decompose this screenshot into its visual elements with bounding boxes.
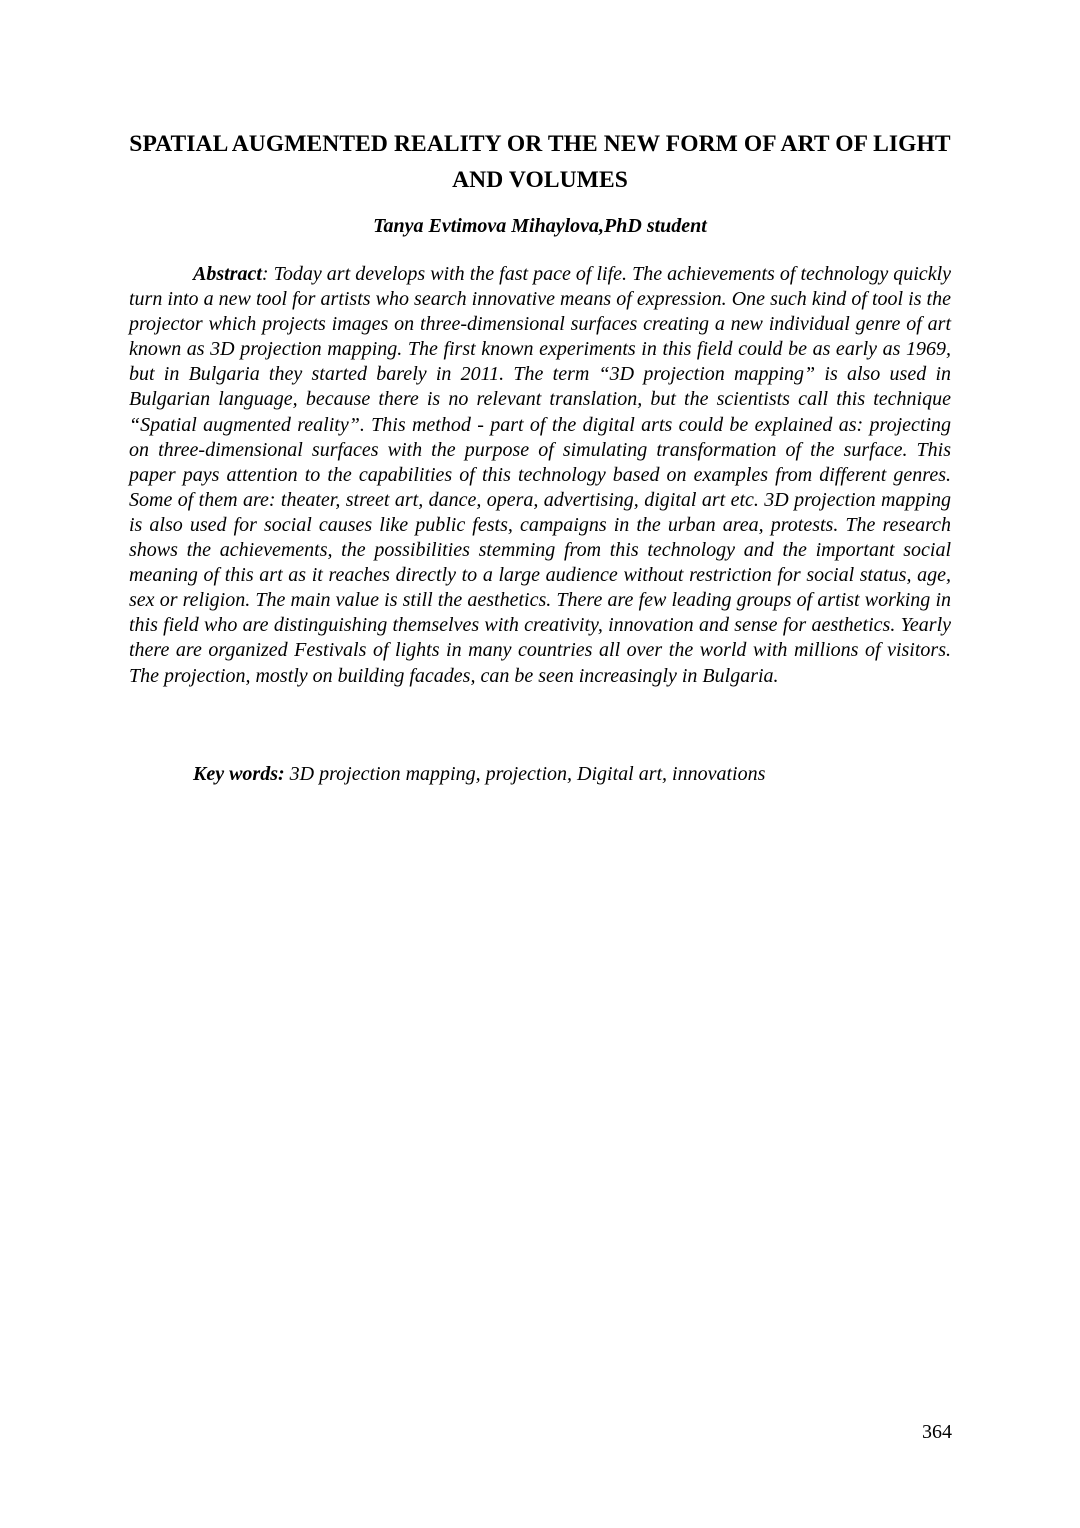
author-line: Tanya Evtimova Mihaylova,PhD student — [373, 215, 707, 237]
keywords-label: Key words: — [193, 763, 285, 785]
keywords-text: 3D projection mapping, projection, Digital art, innovations — [284, 763, 766, 785]
keywords-paragraph — [129, 761, 951, 787]
page-number: 364 — [922, 1421, 952, 1443]
paper-title: SPATIAL AUGMENTED REALITY OR THE NEW FORM OF ART OF LIGHT AND VOLUMES — [129, 131, 951, 193]
abstract-label: Abstract — [193, 263, 262, 285]
abstract-paragraph — [129, 262, 951, 689]
abstract-text: : Today art develops with the fast pace of life. The achievements of technology quickly turn into a new tool for artists who search innovative means of expression. One such kind of tool is the projector which projects images on three-dimensional surfaces creating a new individual genre of art known as 3D projection mapping. The first known experiments in this field could be as early as 1969, but in Bulgaria they started barely in 2011. The term “3D projection mapping” is also used in Bulgarian language, because there is no relevant translation, but the scientists call this technique “Spatial augmented reality”. This method - part of the digital arts could be explained as: projecting on three-dimensional surfaces with the purpose of simulating transformation of the surface. This paper pays attention to the capabilities of this technology based on examples from different genres. Some of them are: theater, street art, dance, opera, advertising, digital art etc. 3D projection mapping is also used for social causes like public fests, campaigns in the urban area, protests. The research shows the achievements, the possibilities stemming from this technology and the important social meaning of this art as it reaches directly to a large audience without restriction for social status, age, sex or religion. The main value is still the aesthetics. There are few leading groups of artist working in this field who are distinguishing themselves with creativity, innovation and sense for aesthetics. Yearly there are organized Festivals of lights in many countries all over the world with millions of visitors. The projection, mostly on building facades, can be seen increasingly in Bulgaria. — [129, 263, 951, 687]
